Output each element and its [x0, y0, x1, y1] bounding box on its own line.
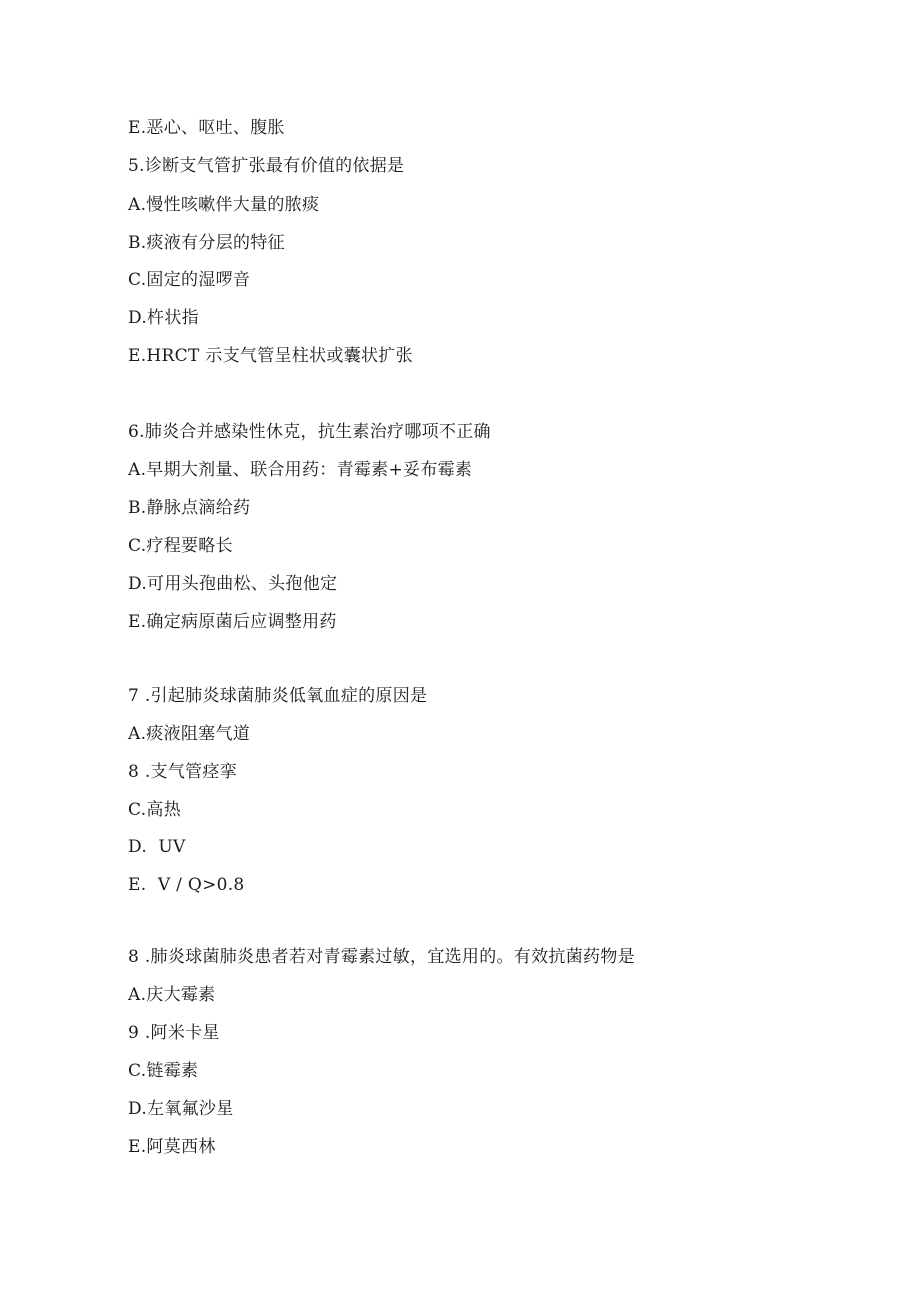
- option-line: D.杵状指: [128, 308, 199, 328]
- option-line: A.慢性咳嗽伴大量的脓痰: [128, 195, 320, 215]
- option-line: E.恶心、呕吐、腹胀: [128, 118, 285, 138]
- option-line: E.阿莫西林: [128, 1137, 216, 1157]
- option-line: B.痰液有分层的特征: [128, 233, 285, 253]
- option-line: 9 .阿米卡星: [128, 1023, 220, 1043]
- option-line: 8 .支气管痉挛: [128, 762, 238, 782]
- option-line: E.确定病原菌后应调整用药: [128, 612, 337, 632]
- option-line: C.链霉素: [128, 1061, 199, 1081]
- option-line: D. UV: [128, 837, 186, 857]
- option-line: D.左氧氟沙星: [128, 1099, 234, 1119]
- option-line: E.HRCT 示支气管呈柱状或囊状扩张: [128, 346, 413, 366]
- option-line: C.固定的湿啰音: [128, 270, 251, 290]
- option-line: C.高热: [128, 800, 182, 820]
- option-line: E. V / Q>0.8: [128, 875, 245, 895]
- question-line: 7 .引起肺炎球菌肺炎低氧血症的原因是: [128, 686, 428, 706]
- question-line: 5.诊断支气管扩张最有价值的依据是: [128, 156, 405, 176]
- option-line: D.可用头孢曲松、头孢他定: [128, 574, 338, 594]
- option-line: C.疗程要略长: [128, 536, 233, 556]
- option-line: A.早期大剂量、联合用药：青霉素+妥布霉素: [128, 460, 473, 480]
- question-line: 6.肺炎合并感染性休克，抗生素治疗哪项不正确: [128, 422, 491, 442]
- option-line: B.静脉点滴给药: [128, 498, 251, 518]
- option-line: A.庆大霉素: [128, 985, 216, 1005]
- question-line: 8 .肺炎球菌肺炎患者若对青霉素过敏，宜选用的。有效抗菌药物是: [128, 947, 635, 967]
- option-line: A.痰液阻塞气道: [128, 724, 251, 744]
